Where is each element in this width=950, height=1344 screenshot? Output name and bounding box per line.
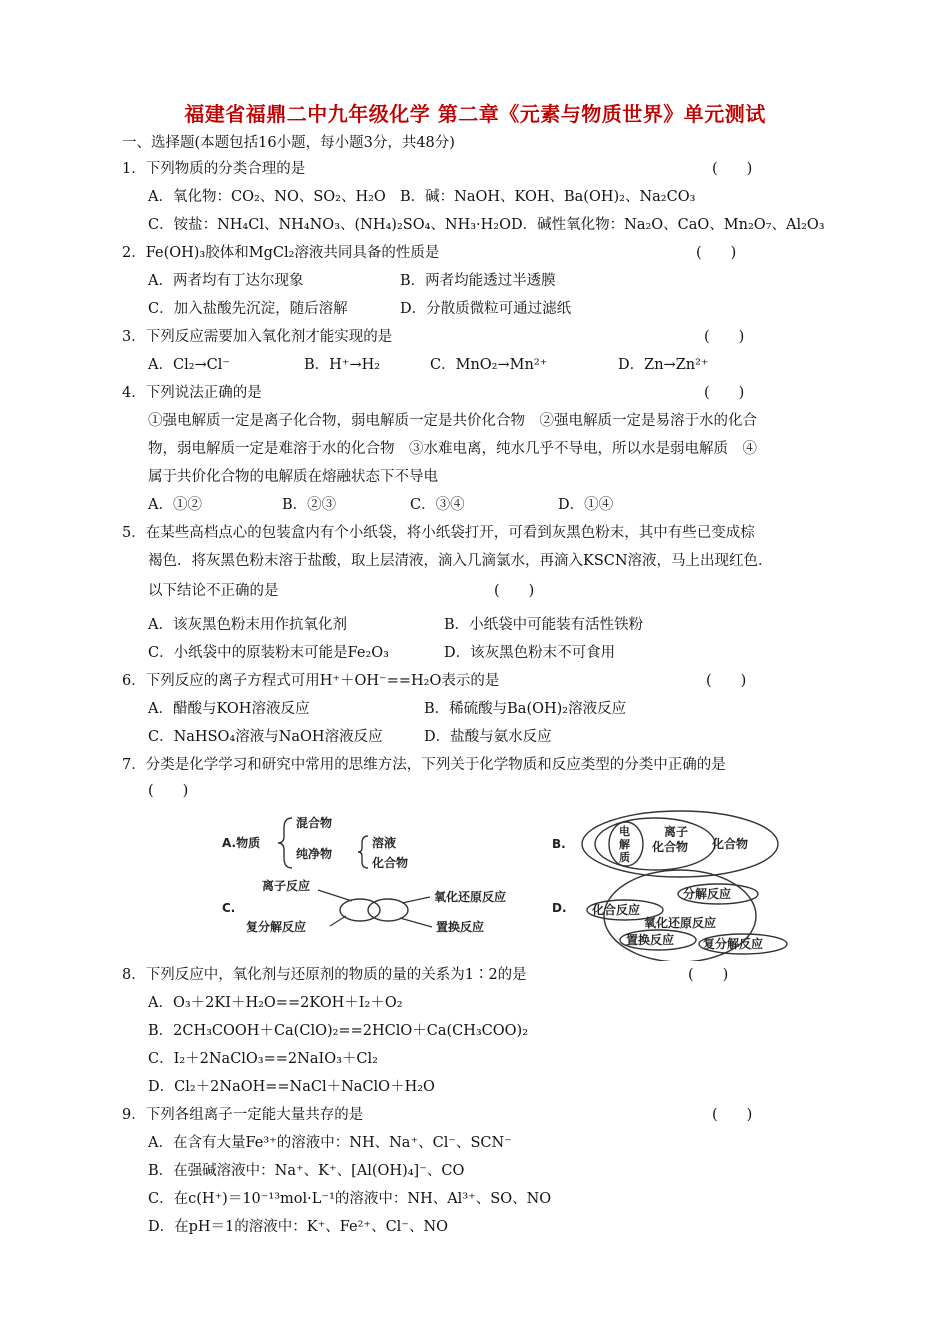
diagram-d-label: D. xyxy=(552,901,567,915)
q1-option-b: B．碱：NaOH、KOH、Ba(OH)₂、Na₂CO₃ xyxy=(400,189,696,205)
q1-option-c: C．铵盐：NH₄Cl、NH₄NO₃、(NH₄)₂SO₄、NH₃·H₂OD．碱性氧化物：Na₂O、CaO、Mn₂O₇、Al₂O₃ xyxy=(148,217,825,233)
q4-statement-line-3: 属于共价化合物的电解质在熔融状态下不导电 xyxy=(148,469,438,485)
diagram-a-solution: 溶液 xyxy=(372,836,397,850)
q6-option-c: C．NaHSO₄溶液与NaOH溶液反应 xyxy=(148,729,383,745)
q6-answer-blank: ( ) xyxy=(706,673,747,689)
diagram-a-compound: 化合物 xyxy=(372,856,409,870)
diagram-c-ionic: 离子反应 xyxy=(262,879,311,893)
q5-answer-blank: ( ) xyxy=(494,583,535,599)
q4-option-b: B．②③ xyxy=(282,497,337,513)
q5-option-b: B．小纸袋中可能装有活性铁粉 xyxy=(444,617,644,633)
q5-stem-line-3: 以下结论不正确的是 xyxy=(148,583,279,599)
diagram-d-redox: 氧化还原反应 xyxy=(644,916,717,930)
diagram-c-line-double xyxy=(330,916,346,926)
diagram-b-electrolyte-3: 质 xyxy=(619,851,630,864)
page-title: 福建省福鼎二中九年级化学 第二章《元素与物质世界》单元测试 xyxy=(184,102,766,126)
diagram-c-label: C. xyxy=(222,901,236,915)
diagram-b-label: B. xyxy=(552,837,566,851)
q9-stem: 9．下列各组离子一定能大量共存的是 xyxy=(122,1107,364,1123)
q9-answer-blank: ( ) xyxy=(712,1107,753,1123)
q4-statement-line-1: ①强电解质一定是离子化合物，弱电解质一定是共价化合物 ②强电解质一定是易溶于水的化合 xyxy=(148,413,757,429)
diagram-d-decomposition: 分解反应 xyxy=(683,887,732,901)
q2-option-d: D．分散质微粒可通过滤纸 xyxy=(400,301,572,317)
q1-answer-blank: ( ) xyxy=(712,161,753,177)
q5-option-a: A．该灰黑色粉末用作抗氧化剂 xyxy=(148,617,347,633)
diagram-c-ring-right xyxy=(368,899,408,921)
diagram-c-redox: 氧化还原反应 xyxy=(434,890,507,904)
diagram-a-pure: 纯净物 xyxy=(296,847,333,861)
q8-answer-blank: ( ) xyxy=(688,967,729,983)
diagram-d-substitution: 置换反应 xyxy=(626,933,675,947)
diagram-a-label: A.物质 xyxy=(222,836,261,850)
q2-option-b: B．两者均能透过半透膜 xyxy=(400,273,556,289)
q3-option-d: D．Zn→Zn²⁺ xyxy=(618,357,709,373)
diagram-a-mixture: 混合物 xyxy=(296,816,333,830)
q2-stem: 2．Fe(OH)₃胶体和MgCl₂溶液共同具备的性质是 xyxy=(122,245,440,261)
q4-statement-line-2: 物，弱电解质一定是难溶于水的化合物 ③水难电离，纯水几乎不导电，所以水是弱电解质 ④ xyxy=(148,441,757,457)
q9-option-c: C．在c(H⁺)＝10⁻¹³mol·L⁻¹的溶液中：NH、Al³⁺、SO、NO xyxy=(148,1191,552,1207)
diagram-b-ionic-1: 离子 xyxy=(664,825,689,839)
diagram-d-double: 复分解反应 xyxy=(703,937,764,951)
q9-option-a: A．在含有大量Fe³⁺的溶液中：NH、Na⁺、Cl⁻、SCN⁻ xyxy=(148,1135,512,1151)
section-heading: 一、选择题(本题包括16小题，每小题3分，共48分) xyxy=(122,135,455,151)
q4-answer-blank: ( ) xyxy=(704,385,745,401)
diagram-b-electrolyte-1: 电 xyxy=(619,825,630,838)
q8-option-b: B．2CH₃COOH＋Ca(ClO)₂==2HClO＋Ca(CH₃COO)₂ xyxy=(148,1023,529,1039)
q4-option-c: C．③④ xyxy=(410,497,465,513)
q8-option-d: D．Cl₂＋2NaOH==NaCl＋NaClO＋H₂O xyxy=(148,1079,435,1095)
q4-option-a: A．①② xyxy=(148,497,202,513)
q2-answer-blank: ( ) xyxy=(696,245,737,261)
diagram-c-line-ionic xyxy=(318,890,352,901)
q8-stem: 8．下列反应中，氧化剂与还原剂的物质的量的关系为1∶2的是 xyxy=(122,967,527,983)
q7-classification-diagram xyxy=(0,806,950,961)
q1-stem: 1．下列物质的分类合理的是 xyxy=(122,161,306,177)
diagram-c-double: 复分解反应 xyxy=(246,920,307,934)
diagram-a-brace-inner xyxy=(358,836,368,868)
diagram-d-combination: 化合反应 xyxy=(592,903,641,917)
q3-option-a: A．Cl₂→Cl⁻ xyxy=(148,357,231,373)
q2-option-a: A．两者均有丁达尔现象 xyxy=(148,273,304,289)
q3-option-c: C．MnO₂→Mn²⁺ xyxy=(430,357,548,373)
q6-stem: 6．下列反应的离子方程式可用H⁺＋OH⁻==H₂O表示的是 xyxy=(122,673,500,689)
q4-option-d: D．①④ xyxy=(558,497,614,513)
diagram-c-line-redox xyxy=(402,897,430,903)
q3-stem: 3．下列反应需要加入氧化剂才能实现的是 xyxy=(122,329,393,345)
diagram-b-compound: 化合物 xyxy=(712,837,749,851)
q3-option-b: B．H⁺→H₂ xyxy=(304,357,381,373)
diagram-b-ionic-2: 化合物 xyxy=(652,840,689,854)
q7-stem-line-1: 7．分类是化学学习和研究中常用的思维方法，下列关于化学物质和反应类型的分类中正确的是 xyxy=(122,757,726,773)
q5-stem-line-1: 5．在某些高档点心的包装盒内有个小纸袋，将小纸袋打开，可看到灰黑色粉末，其中有些已变成棕 xyxy=(122,525,755,541)
q7-answer-blank: ( ) xyxy=(148,783,189,799)
q3-answer-blank: ( ) xyxy=(704,329,745,345)
q9-option-b: B．在强碱溶液中：Na⁺、K⁺、[Al(OH)₄]⁻、CO xyxy=(148,1163,465,1179)
diagram-a-brace-outer xyxy=(278,818,292,868)
q8-option-c: C．I₂＋2NaClO₃==2NaIO₃＋Cl₂ xyxy=(148,1051,378,1067)
q8-option-a: A．O₃＋2KI＋H₂O==2KOH＋I₂＋O₂ xyxy=(148,995,403,1011)
q4-stem: 4．下列说法正确的是 xyxy=(122,385,262,401)
diagram-b-electrolyte-2: 解 xyxy=(619,838,630,851)
q6-option-d: D．盐酸与氨水反应 xyxy=(424,729,552,745)
q5-stem-line-2: 褐色．将灰黑色粉末溶于盐酸，取上层清液，滴入几滴氯水，再滴入KSCN溶液，马上出现红色． xyxy=(148,553,773,569)
diagram-c-line-sub xyxy=(400,918,432,927)
q6-option-b: B．稀硫酸与Ba(OH)₂溶液反应 xyxy=(424,701,627,717)
q9-option-d: D．在pH＝1的溶液中：K⁺、Fe²⁺、Cl⁻、NO xyxy=(148,1219,449,1235)
q5-option-d: D．该灰黑色粉末不可食用 xyxy=(444,645,616,661)
q5-option-c: C．小纸袋中的原装粉末可能是Fe₂O₃ xyxy=(148,645,389,661)
q6-option-a: A．醋酸与KOH溶液反应 xyxy=(148,701,310,717)
q1-option-a: A．氧化物：CO₂、NO、SO₂、H₂O xyxy=(148,189,386,205)
diagram-c-substitution: 置换反应 xyxy=(436,920,485,934)
q2-option-c: C．加入盐酸先沉淀，随后溶解 xyxy=(148,301,348,317)
